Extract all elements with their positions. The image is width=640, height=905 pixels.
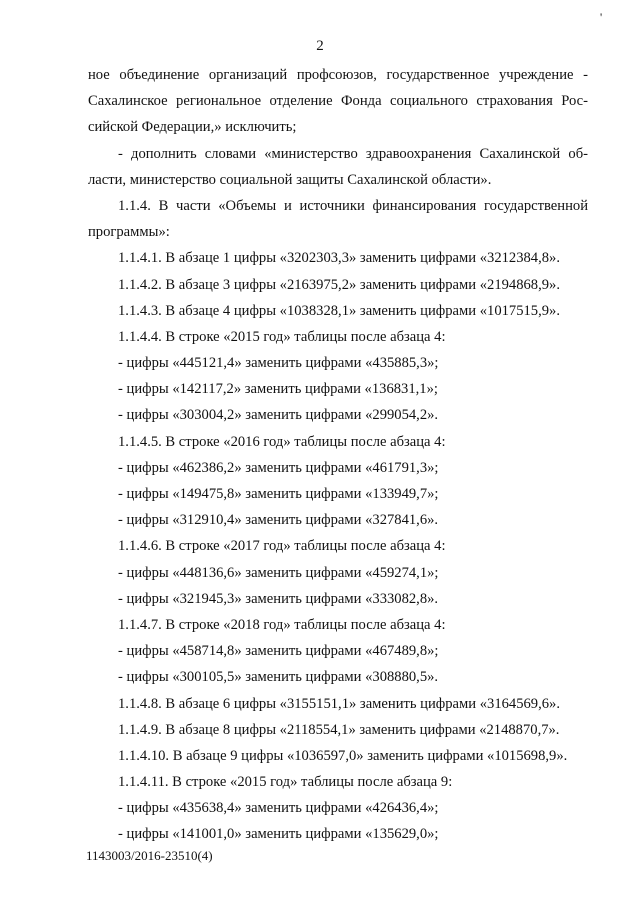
text-line: сийской Федерации,» исключить;	[88, 119, 297, 136]
document-body	[88, 62, 588, 848]
text-line: 1.1.4.5. В строке «2016 год» таблицы после абзаца 4:	[118, 433, 446, 450]
text-line: программы»:	[88, 224, 170, 241]
text-line: - цифры «435638,4» заменить цифрами «426436,4»;	[118, 800, 439, 817]
text-line: - цифры «445121,4» заменить цифрами «435885,3»;	[118, 355, 439, 372]
text-line: - цифры «458714,8» заменить цифрами «467489,8»;	[118, 643, 439, 660]
text-line: - цифры «141001,0» заменить цифрами «135629,0»;	[118, 826, 439, 843]
text-line: - цифры «312910,4» заменить цифрами «327841,6».	[118, 512, 439, 529]
text-line: Сахалинское региональное отделение Фонда социального страхования Рос-	[88, 93, 588, 110]
page-number: 2	[316, 38, 324, 54]
text-line: ласти, министерство социальной защиты Сахалинской области».	[88, 171, 492, 188]
text-line: 1.1.4.10. В абзаце 9 цифры «1036597,0» заменить цифрами «1015698,9».	[118, 747, 568, 764]
text-line: 1.1.4.7. В строке «2018 год» таблицы после абзаца 4:	[118, 616, 446, 633]
corner-mark: '	[600, 10, 603, 24]
text-line: 1.1.4.3. В абзаце 4 цифры «1038328,1» заменить цифрами «1017515,9».	[118, 302, 560, 319]
text-line: - цифры «462386,2» заменить цифрами «461791,3»;	[118, 459, 439, 476]
text-line: 1.1.4.1. В абзаце 1 цифры «3202303,3» заменить цифрами «3212384,8».	[118, 250, 560, 267]
document-footer-code: 1143003/2016-23510(4)	[86, 848, 213, 863]
text-line: 1.1.4.2. В абзаце 3 цифры «2163975,2» заменить цифрами «2194868,9».	[118, 276, 560, 293]
text-line: 1.1.4.6. В строке «2017 год» таблицы после абзаца 4:	[118, 538, 446, 555]
text-line: - цифры «321945,3» заменить цифрами «333082,8».	[118, 590, 439, 607]
text-line: - цифры «448136,6» заменить цифрами «459274,1»;	[118, 564, 439, 581]
text-line: - цифры «303004,2» заменить цифрами «299054,2».	[118, 407, 439, 424]
text-line: - цифры «300105,5» заменить цифрами «308880,5».	[118, 669, 439, 686]
text-line: - дополнить словами «министерство здравоохранения Сахалинской об-	[118, 145, 588, 162]
text-line: 1.1.4.9. В абзаце 8 цифры «2118554,1» заменить цифрами «2148870,7».	[118, 721, 560, 738]
text-line: 1.1.4.8. В абзаце 6 цифры «3155151,1» заменить цифрами «3164569,6».	[118, 695, 560, 712]
text-line: 1.1.4.4. В строке «2015 год» таблицы после абзаца 4:	[118, 328, 446, 345]
text-line: ное объединение организаций профсоюзов, государственное учреждение -	[88, 67, 588, 83]
text-line: - цифры «142117,2» заменить цифрами «136831,1»;	[118, 381, 438, 398]
text-line: - цифры «149475,8» заменить цифрами «133949,7»;	[118, 486, 439, 502]
text-line: 1.1.4.11. В строке «2015 год» таблицы после абзаца 9:	[118, 774, 453, 791]
text-line: 1.1.4. В части «Объемы и источники финансирования государственной	[118, 197, 588, 214]
